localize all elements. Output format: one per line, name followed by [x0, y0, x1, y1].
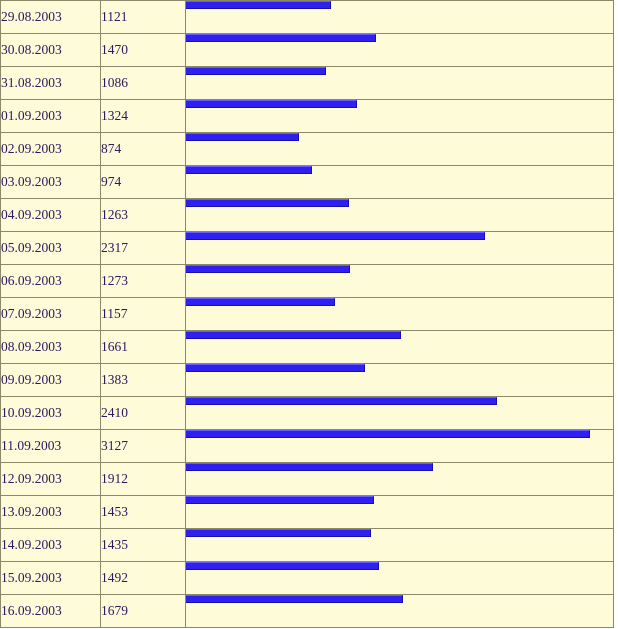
cell-hit-count: 1470 [101, 34, 186, 67]
table-body [1, 1, 614, 628]
bar [186, 34, 376, 42]
table-row [1, 562, 614, 595]
bar [186, 529, 371, 537]
bar [186, 364, 365, 372]
cell-bar [186, 265, 614, 298]
bar-track [186, 34, 613, 66]
cell-bar [186, 496, 614, 529]
bar [186, 331, 401, 339]
cell-hit-count: 1912 [101, 463, 186, 496]
bar [186, 298, 335, 306]
table-row [1, 100, 614, 133]
cell-hit-count: 1263 [101, 199, 186, 232]
cell-hit-count: 1679 [101, 595, 186, 628]
cell-date: 07.09.2003 [1, 298, 101, 331]
table-row [1, 331, 614, 364]
cell-date: 09.09.2003 [1, 364, 101, 397]
bar-track [186, 67, 613, 99]
cell-date: 03.09.2003 [1, 166, 101, 199]
table-row [1, 298, 614, 331]
bar [186, 397, 497, 405]
cell-date: 14.09.2003 [1, 529, 101, 562]
bar-track [186, 265, 613, 297]
cell-bar [186, 397, 614, 430]
cell-date: 12.09.2003 [1, 463, 101, 496]
cell-date: 15.09.2003 [1, 562, 101, 595]
table-row [1, 232, 614, 265]
cell-bar [186, 430, 614, 463]
bar-track [186, 133, 613, 165]
table-row [1, 67, 614, 100]
bar [186, 595, 403, 603]
bar-track [186, 166, 613, 198]
table-row [1, 430, 614, 463]
bar-track [186, 397, 613, 429]
table-row [1, 364, 614, 397]
bar [186, 100, 357, 108]
bar-track [186, 331, 613, 363]
bar-track [186, 496, 613, 528]
cell-bar [186, 166, 614, 199]
cell-bar [186, 133, 614, 166]
cell-hit-count: 2410 [101, 397, 186, 430]
bar-track [186, 595, 613, 627]
bar [186, 67, 326, 75]
cell-hit-count: 1661 [101, 331, 186, 364]
cell-bar [186, 67, 614, 100]
table-row [1, 34, 614, 67]
cell-hit-count: 1273 [101, 265, 186, 298]
table-row [1, 595, 614, 628]
table-row [1, 133, 614, 166]
bar [186, 562, 379, 570]
bar-track [186, 364, 613, 396]
cell-date: 05.09.2003 [1, 232, 101, 265]
bar-track [186, 199, 613, 231]
bar-track [186, 298, 613, 330]
table-row [1, 496, 614, 529]
bar-track [186, 529, 613, 561]
cell-hit-count: 1086 [101, 67, 186, 100]
table-row [1, 265, 614, 298]
table-row [1, 529, 614, 562]
bar [186, 133, 299, 141]
cell-date: 01.09.2003 [1, 100, 101, 133]
bar-track [186, 232, 613, 264]
cell-hit-count: 3127 [101, 430, 186, 463]
table-row [1, 463, 614, 496]
cell-date: 06.09.2003 [1, 265, 101, 298]
cell-date: 04.09.2003 [1, 199, 101, 232]
bar-track [186, 463, 613, 495]
cell-date: 10.09.2003 [1, 397, 101, 430]
cell-bar [186, 199, 614, 232]
cell-bar [186, 463, 614, 496]
bar-track [186, 100, 613, 132]
cell-bar [186, 562, 614, 595]
table-row [1, 166, 614, 199]
cell-bar [186, 529, 614, 562]
bar [186, 430, 590, 438]
cell-hit-count: 1435 [101, 529, 186, 562]
cell-bar [186, 100, 614, 133]
bar-track [186, 430, 613, 462]
cell-bar [186, 364, 614, 397]
bar [186, 199, 349, 207]
cell-hit-count: 1492 [101, 562, 186, 595]
cell-bar [186, 232, 614, 265]
cell-hit-count: 1121 [101, 1, 186, 34]
cell-date: 11.09.2003 [1, 430, 101, 463]
table-row [1, 1, 614, 34]
bar [186, 166, 312, 174]
cell-date: 13.09.2003 [1, 496, 101, 529]
cell-hit-count: 1453 [101, 496, 186, 529]
bar-track [186, 562, 613, 594]
cell-date: 16.09.2003 [1, 595, 101, 628]
cell-hit-count: 1157 [101, 298, 186, 331]
table-row [1, 199, 614, 232]
cell-date: 29.08.2003 [1, 1, 101, 34]
cell-date: 02.09.2003 [1, 133, 101, 166]
cell-hit-count: 2317 [101, 232, 186, 265]
cell-date: 30.08.2003 [1, 34, 101, 67]
cell-hit-count: 974 [101, 166, 186, 199]
cell-hit-count: 1324 [101, 100, 186, 133]
table-row [1, 397, 614, 430]
cell-bar [186, 1, 614, 34]
bar [186, 265, 350, 273]
bar [186, 496, 374, 504]
bar [186, 463, 433, 471]
cell-date: 08.09.2003 [1, 331, 101, 364]
cell-hit-count: 1383 [101, 364, 186, 397]
cell-bar [186, 298, 614, 331]
cell-hit-count: 874 [101, 133, 186, 166]
bar [186, 1, 331, 9]
cell-bar [186, 595, 614, 628]
bar [186, 232, 485, 240]
bar-track [186, 1, 613, 33]
cell-date: 31.08.2003 [1, 67, 101, 100]
cell-bar [186, 331, 614, 364]
cell-bar [186, 34, 614, 67]
